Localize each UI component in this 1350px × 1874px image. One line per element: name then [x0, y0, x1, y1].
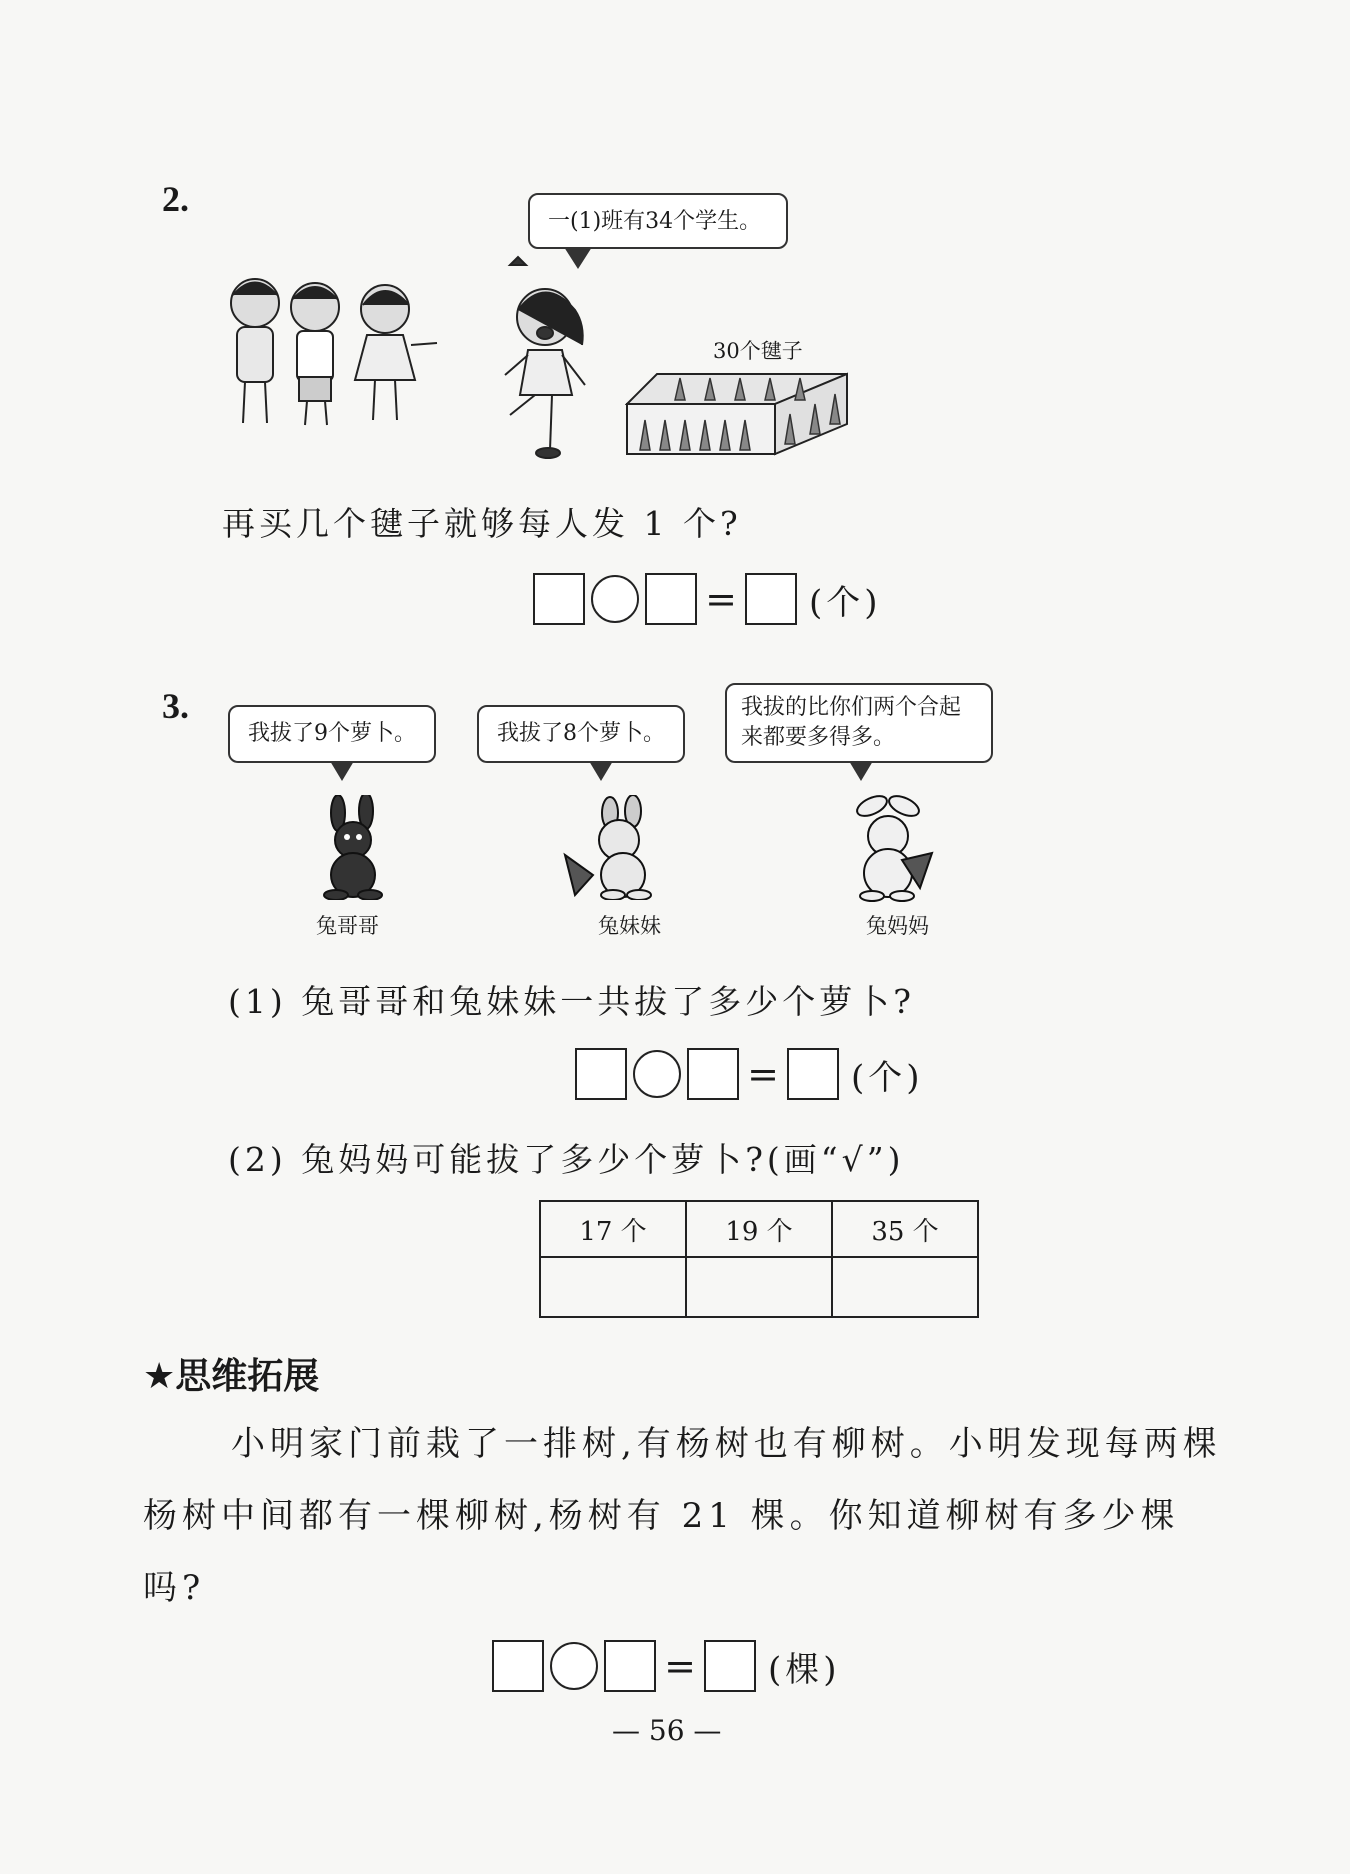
rabbit-brother-bubble — [228, 705, 436, 763]
speech-tail — [564, 247, 592, 269]
question-2-prompt: 再买几个毽子就够每人发 1 个? — [222, 504, 742, 543]
check-row — [540, 1257, 978, 1317]
choice-option: 17 个 — [540, 1201, 686, 1257]
answer-box[interactable] — [492, 1640, 544, 1692]
check-cell[interactable] — [540, 1257, 686, 1317]
choice-header-row — [540, 1201, 978, 1257]
answer-box[interactable] — [645, 573, 697, 625]
rabbit-brother-speech: 我拔了9个萝卜。 — [248, 721, 416, 746]
rabbit-sister-speech: 我拔了8个萝卜。 — [497, 721, 665, 746]
equals-sign: = — [664, 1644, 696, 1688]
choice-option: 35 个 — [832, 1201, 978, 1257]
answer-box[interactable] — [704, 1640, 756, 1692]
question-3-part-2: (2) 兔妈妈可能拔了多少个萝卜?(画“√”) — [228, 1140, 905, 1179]
question-3-equation — [575, 1048, 924, 1100]
operator-circle[interactable] — [550, 1642, 598, 1690]
extension-equation — [492, 1640, 841, 1692]
question-3-number: 3. — [162, 686, 189, 726]
girl-kicking-illustration — [490, 255, 600, 465]
answer-box[interactable] — [533, 573, 585, 625]
answer-box[interactable] — [575, 1048, 627, 1100]
answer-box[interactable] — [745, 573, 797, 625]
rabbit-brother-illustration — [308, 795, 398, 900]
speech-tail — [849, 761, 873, 781]
unit-label: (个) — [851, 1057, 924, 1098]
speech-tail — [330, 761, 354, 781]
unit-label: (棵) — [768, 1649, 841, 1690]
speech-tail — [589, 761, 613, 781]
rabbit-brother-name: 兔哥哥 — [316, 914, 379, 938]
unit-label: (个) — [809, 582, 882, 623]
operator-circle[interactable] — [591, 575, 639, 623]
girl-speech-bubble — [528, 193, 788, 249]
equals-sign: = — [705, 577, 737, 621]
answer-box[interactable] — [687, 1048, 739, 1100]
question-2-number: 2. — [162, 179, 189, 219]
rabbit-mother-bubble — [725, 683, 993, 763]
check-cell[interactable] — [832, 1257, 978, 1317]
shuttlecock-box-label: 30个毽子 — [713, 339, 803, 363]
rabbit-sister-name: 兔妹妹 — [598, 914, 661, 938]
page-number: — 56 — — [612, 1714, 722, 1747]
rabbit-sister-bubble — [477, 705, 685, 763]
rabbit-mother-name: 兔妈妈 — [866, 914, 929, 938]
choice-option: 19 个 — [686, 1201, 832, 1257]
girl-speech-text: 一(1)班有34个学生。 — [548, 209, 762, 234]
answer-box[interactable] — [787, 1048, 839, 1100]
choice-table — [539, 1200, 979, 1318]
equals-sign: = — [747, 1052, 779, 1096]
extension-paragraph: 小明家门前栽了一排树,有杨树也有柳树。小明发现每两棵杨树中间都有一棵柳树,杨树有 21 棵。你知道柳树有多少棵吗? — [143, 1424, 1222, 1608]
operator-circle[interactable] — [633, 1050, 681, 1098]
extension-title: ★思维拓展 — [143, 1356, 320, 1397]
answer-box[interactable] — [604, 1640, 656, 1692]
question-3-part-1: (1) 兔哥哥和兔妹妹一共拔了多少个萝卜? — [228, 982, 915, 1021]
question-2-equation — [533, 573, 882, 625]
shuttlecock-box-illustration — [625, 372, 850, 456]
check-cell[interactable] — [686, 1257, 832, 1317]
rabbit-mother-illustration — [832, 788, 942, 903]
children-illustration — [215, 265, 440, 435]
rabbit-sister-illustration — [555, 795, 665, 900]
rabbit-mother-speech: 我拔的比你们两个合起来都要多得多。 — [741, 695, 962, 750]
